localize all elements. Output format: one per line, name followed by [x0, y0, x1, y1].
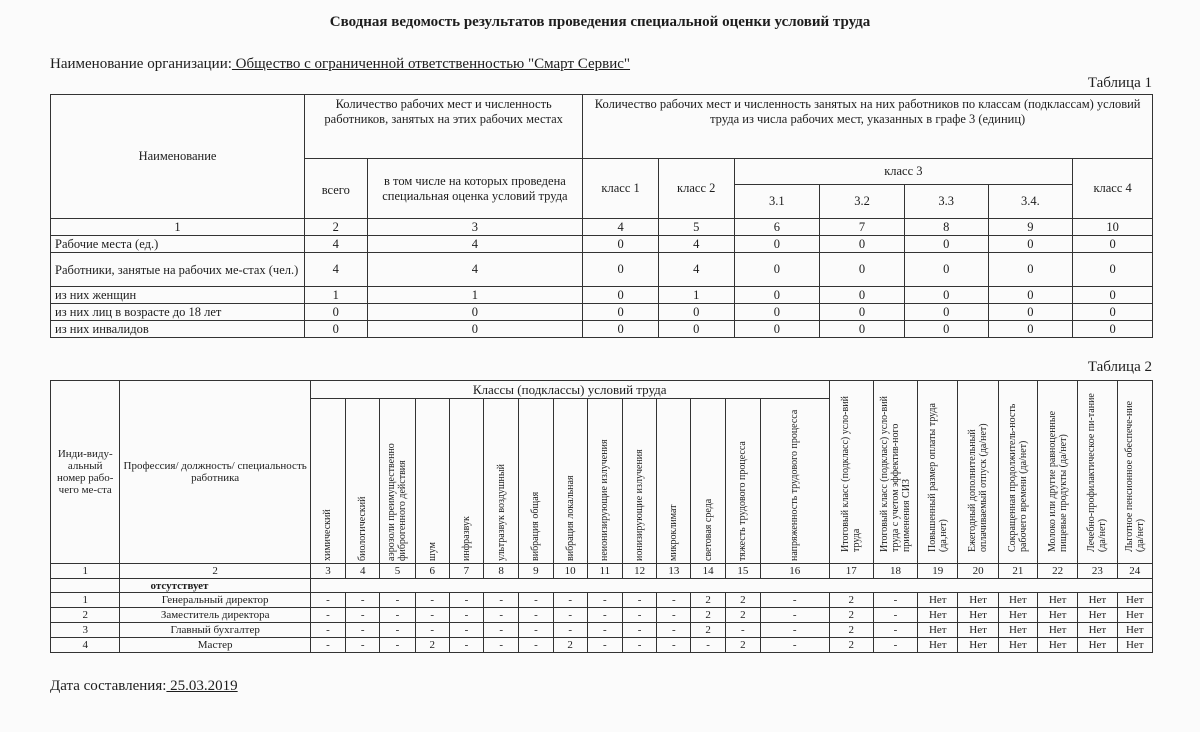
t1-cell: 0 [305, 304, 368, 321]
t1-header-class1: класс 1 [583, 159, 659, 219]
t2-group-label: отсутствует [120, 579, 310, 593]
t1-cell: 0 [367, 304, 583, 321]
t2-cell: 2 [829, 623, 873, 638]
t2-header-short-hours: Сокращенная продолжитель-ность рабочего времени (да/нет) [1006, 403, 1029, 552]
t1-cell: 0 [658, 304, 734, 321]
t2-header-final: Итоговый класс (подкласс) усло-вий труда [840, 396, 863, 552]
t1-cell: 4 [367, 253, 583, 287]
t2-factor-header: напряженность трудового процесса [789, 409, 801, 561]
t1-cell: 0 [988, 304, 1073, 321]
t2-cell: - [657, 623, 691, 638]
table-row [51, 623, 1153, 638]
t2-column-number: 19 [918, 564, 958, 579]
t1-cell: 0 [1073, 304, 1153, 321]
t2-cell: - [657, 608, 691, 623]
t2-factor-header: микроклимат [668, 504, 680, 561]
t2-factor-header: химический [322, 509, 334, 561]
t2-factor-header: ионизирующие излучения [634, 449, 646, 561]
t2-cell: - [553, 608, 587, 623]
t1-column-number: 2 [305, 219, 368, 236]
t2-cell: - [587, 638, 622, 653]
t2-cell: 2 [553, 638, 587, 653]
organization-line [50, 56, 630, 73]
table-row [51, 236, 1153, 253]
t2-column-number: 17 [829, 564, 873, 579]
t2-cell: - [725, 623, 760, 638]
t2-cell: - [346, 638, 380, 653]
t2-cell: - [760, 593, 829, 608]
t2-column-number: 20 [958, 564, 998, 579]
t2-column-number: 8 [484, 564, 519, 579]
t2-cell: - [519, 593, 553, 608]
t2-cell: - [873, 593, 917, 608]
t1-cell: 1 [367, 287, 583, 304]
t2-cell: Нет [1117, 593, 1152, 608]
t2-column-number: 4 [346, 564, 380, 579]
t2-cell: Нет [998, 623, 1037, 638]
t1-cell: 0 [1073, 287, 1153, 304]
t1-row-label: Рабочие места (ед.) [51, 236, 305, 253]
t1-column-number: 10 [1073, 219, 1153, 236]
table-row [51, 304, 1153, 321]
t1-cell: 0 [904, 304, 988, 321]
t2-workplace-id: 4 [51, 638, 120, 653]
organization-name: Общество с ограниченной ответственностью "Смарт Сервис" [231, 56, 631, 72]
t2-cell: 2 [415, 638, 449, 653]
t1-cell: 0 [1073, 253, 1153, 287]
t2-column-number: 9 [519, 564, 553, 579]
t2-cell: - [691, 638, 725, 653]
t2-cell: 2 [691, 623, 725, 638]
t2-workplace-id: 1 [51, 593, 120, 608]
t1-header-sub: 3.1 [734, 185, 820, 219]
page-title: Сводная ведомость результатов проведения специальной оценки условий труда [329, 14, 871, 30]
t2-cell: Нет [998, 608, 1037, 623]
t2-cell: Нет [1038, 593, 1078, 608]
t2-cell: - [760, 608, 829, 623]
t1-cell: 0 [583, 287, 659, 304]
t1-cell: 0 [820, 321, 905, 338]
workplace-table [50, 380, 1153, 653]
t2-cell: - [310, 638, 345, 653]
t2-factor-header: биологический [357, 496, 369, 561]
t2-cell: - [380, 623, 415, 638]
t2-cell: - [623, 623, 657, 638]
t1-cell: 4 [305, 253, 368, 287]
table-row [51, 593, 1153, 608]
t2-header-classes: Классы (подклассы) условий труда [310, 381, 829, 399]
t1-cell: 0 [1073, 321, 1153, 338]
t1-cell: 0 [820, 304, 905, 321]
t2-cell: Нет [1038, 623, 1078, 638]
t2-cell: Нет [1038, 608, 1078, 623]
t1-cell: 1 [305, 287, 368, 304]
t2-column-number: 23 [1078, 564, 1117, 579]
compile-date-value: 25.03.2019 [166, 678, 238, 694]
t2-column-number: 22 [1038, 564, 1078, 579]
t1-cell: 4 [367, 236, 583, 253]
t2-cell: Нет [958, 623, 998, 638]
t2-cell: - [587, 593, 622, 608]
t1-header-sub: 3.4. [988, 185, 1073, 219]
t1-cell: 0 [988, 321, 1073, 338]
t2-header-pension: Льготное пенсионное обеспече-ние (да/нет) [1123, 400, 1146, 552]
t1-column-number: 1 [51, 219, 305, 236]
t1-header-class3: класс 3 [734, 159, 1073, 185]
table-row [51, 253, 1153, 287]
t1-cell: 0 [583, 236, 659, 253]
t2-column-number: 10 [553, 564, 587, 579]
t2-column-number: 12 [623, 564, 657, 579]
t2-cell: - [346, 608, 380, 623]
t2-cell: Нет [1117, 608, 1152, 623]
t2-cell: 2 [829, 593, 873, 608]
t1-row-label: из них инвалидов [51, 321, 305, 338]
t1-cell: 4 [305, 236, 368, 253]
t2-cell: Нет [1078, 638, 1117, 653]
t2-column-number: 14 [691, 564, 725, 579]
t1-column-number: 7 [820, 219, 905, 236]
t1-cell: 4 [658, 253, 734, 287]
t2-cell: - [873, 638, 917, 653]
t2-cell: - [623, 593, 657, 608]
table-row [51, 638, 1153, 653]
t2-cell: 2 [725, 638, 760, 653]
t2-cell: 2 [829, 608, 873, 623]
t2-cell: - [519, 608, 553, 623]
t2-cell: - [873, 608, 917, 623]
t2-cell: - [623, 608, 657, 623]
t2-group-row [51, 579, 1153, 593]
t2-cell: - [346, 593, 380, 608]
t2-position-name: Генеральный директор [120, 593, 310, 608]
t1-cell: 0 [820, 236, 905, 253]
t2-cell: Нет [1117, 623, 1152, 638]
t1-cell: 0 [820, 287, 905, 304]
t1-cell: 0 [734, 321, 820, 338]
t2-cell: - [873, 623, 917, 638]
t2-cell: Нет [998, 638, 1037, 653]
t2-factor-header: тяжесть трудового процесса [737, 441, 749, 561]
t2-cell: - [760, 638, 829, 653]
t2-cell: - [587, 608, 622, 623]
t2-header-final-siz: Итоговый класс (подкласс) усло-вий труда с учетом эффектив-ного применения СИЗ [879, 396, 912, 552]
t2-cell: Нет [918, 608, 958, 623]
t2-cell: Нет [958, 608, 998, 623]
t2-cell: - [449, 608, 483, 623]
t1-header-sub: 3.2 [820, 185, 905, 219]
t2-cell: - [519, 623, 553, 638]
t2-workplace-id: 3 [51, 623, 120, 638]
t2-cell: - [380, 593, 415, 608]
t2-factor-header: шум [426, 542, 438, 561]
t1-cell: 0 [305, 321, 368, 338]
t1-column-number: 5 [658, 219, 734, 236]
t1-row-label: Работники, занятые на рабочих ме-стах (чел.) [51, 253, 305, 287]
t2-cell: - [415, 608, 449, 623]
t2-cell: - [519, 638, 553, 653]
t2-column-number: 21 [998, 564, 1037, 579]
t1-cell: 0 [904, 321, 988, 338]
t1-cell: 0 [904, 253, 988, 287]
t2-position-name: Заместитель директора [120, 608, 310, 623]
t2-cell: Нет [998, 593, 1037, 608]
t1-header-classes: Количество рабочих мест и численность занятых на них работников по классам (подклассам) условий труда из числа рабочих мест, указанных в графе 3 (единиц) [583, 95, 1153, 159]
t2-column-number: 24 [1117, 564, 1152, 579]
t2-cell: Нет [958, 593, 998, 608]
t2-cell: - [415, 593, 449, 608]
t2-cell: 2 [691, 593, 725, 608]
t2-cell: Нет [918, 623, 958, 638]
t2-column-number: 7 [449, 564, 483, 579]
t2-cell: Нет [958, 638, 998, 653]
t1-header-name: Наименование [51, 95, 305, 219]
t1-cell: 0 [904, 287, 988, 304]
t2-cell: - [623, 638, 657, 653]
t2-cell: - [310, 608, 345, 623]
t1-row-label: из них лиц в возрасте до 18 лет [51, 304, 305, 321]
t2-header-id: Инди-виду-альный номер рабо-чего ме-ста [51, 381, 120, 564]
table-row [51, 321, 1153, 338]
t2-header-milk: Молоко или другие равноценные пищевые продукты (да/нет) [1046, 410, 1069, 552]
t2-cell: - [380, 608, 415, 623]
t2-factor-header: световая среда [702, 498, 714, 561]
t1-cell: 0 [820, 253, 905, 287]
t2-cell: - [657, 638, 691, 653]
t2-factor-header: инфразвук [460, 516, 472, 561]
t2-column-number: 2 [120, 564, 310, 579]
t1-cell: 0 [988, 287, 1073, 304]
t2-workplace-id: 2 [51, 608, 120, 623]
t2-header-pay: Повышенный размер оплаты труда (да,нет) [926, 403, 949, 552]
t1-cell: 0 [988, 236, 1073, 253]
t2-column-number: 5 [380, 564, 415, 579]
t2-cell: - [484, 623, 519, 638]
t2-cell: Нет [1038, 638, 1078, 653]
t2-cell: - [346, 623, 380, 638]
t2-header-leave: Ежегодный дополнительный оплачиваемый отпуск (да/нет) [967, 423, 990, 552]
t2-cell: - [415, 623, 449, 638]
t2-column-number: 18 [873, 564, 917, 579]
t1-header-class4: класс 4 [1073, 159, 1153, 219]
t1-cell: 0 [734, 304, 820, 321]
compile-date-line [50, 678, 238, 695]
t2-column-number: 16 [760, 564, 829, 579]
t1-row-label: из них женщин [51, 287, 305, 304]
organization-label: Наименование организации: [50, 56, 232, 72]
t1-cell: 0 [658, 321, 734, 338]
t1-header-total: всего [305, 159, 368, 219]
t2-cell: - [449, 638, 483, 653]
t1-cell: 0 [367, 321, 583, 338]
t2-cell: 2 [725, 593, 760, 608]
t2-cell: Нет [918, 638, 958, 653]
t1-cell: 0 [734, 287, 820, 304]
t1-cell: 4 [658, 236, 734, 253]
table-row [51, 287, 1153, 304]
t2-column-numbers [51, 564, 1153, 579]
t2-cell: 2 [725, 608, 760, 623]
t2-position-name: Мастер [120, 638, 310, 653]
t2-factor-header: вибрация общая [530, 491, 542, 561]
t2-factor-header: неионизирующие излучения [599, 439, 611, 561]
t1-cell: 1 [658, 287, 734, 304]
t1-header-class2: класс 2 [658, 159, 734, 219]
t2-cell: Нет [1078, 608, 1117, 623]
t1-cell: 0 [904, 236, 988, 253]
t2-column-number: 11 [587, 564, 622, 579]
t2-cell: Нет [1117, 638, 1152, 653]
table2-caption: Таблица 2 [1087, 359, 1152, 375]
t2-cell: - [760, 623, 829, 638]
t2-cell: - [310, 623, 345, 638]
t2-column-number: 15 [725, 564, 760, 579]
table1-caption: Таблица 1 [1087, 75, 1152, 91]
t1-column-number: 4 [583, 219, 659, 236]
t1-header-sub: 3.3 [904, 185, 988, 219]
t1-cell: 0 [734, 253, 820, 287]
t2-factor-header: аэрозоли преимущественно фиброгенного действия [386, 443, 409, 561]
t1-cell: 0 [988, 253, 1073, 287]
t2-cell: Нет [1078, 623, 1117, 638]
t2-cell: - [484, 638, 519, 653]
t2-cell: - [484, 608, 519, 623]
t2-factor-header: ультразвук воздушный [495, 464, 507, 561]
t2-cell: - [449, 623, 483, 638]
t2-cell: - [553, 623, 587, 638]
t1-cell: 0 [734, 236, 820, 253]
t1-cell: 0 [583, 253, 659, 287]
t2-column-number: 1 [51, 564, 120, 579]
t2-column-number: 3 [310, 564, 345, 579]
t2-position-name: Главный бухгалтер [120, 623, 310, 638]
t2-cell: - [449, 593, 483, 608]
t1-header-count: Количество рабочих мест и численность работников, занятых на этих рабочих местах [305, 95, 583, 159]
t2-cell: Нет [1078, 593, 1117, 608]
t1-cell: 0 [583, 321, 659, 338]
t2-cell: - [380, 638, 415, 653]
t2-column-number: 13 [657, 564, 691, 579]
t2-cell: - [553, 593, 587, 608]
t1-header-assessed: в том числе на которых проведена специальная оценка условий труда [367, 159, 583, 219]
t2-cell: - [657, 593, 691, 608]
t2-cell: 2 [829, 638, 873, 653]
t1-cell: 0 [583, 304, 659, 321]
t2-header-profession: Профессия/ должность/ специальность работника [120, 381, 310, 564]
t1-column-numbers [51, 219, 1153, 236]
t2-cell: Нет [918, 593, 958, 608]
table-row [51, 608, 1153, 623]
t2-header-food: Лечебно-профилактическое пи-тание (да/нет) [1086, 393, 1109, 552]
summary-table [50, 94, 1153, 338]
t1-column-number: 3 [367, 219, 583, 236]
t1-column-number: 9 [988, 219, 1073, 236]
t2-column-number: 6 [415, 564, 449, 579]
t2-factor-header: вибрация локальная [564, 475, 576, 561]
t2-cell: - [484, 593, 519, 608]
t2-cell: - [587, 623, 622, 638]
t2-cell: - [310, 593, 345, 608]
t2-cell: 2 [691, 608, 725, 623]
t1-column-number: 6 [734, 219, 820, 236]
t1-column-number: 8 [904, 219, 988, 236]
t1-cell: 0 [1073, 236, 1153, 253]
compile-date-label: Дата составления: [50, 678, 167, 694]
